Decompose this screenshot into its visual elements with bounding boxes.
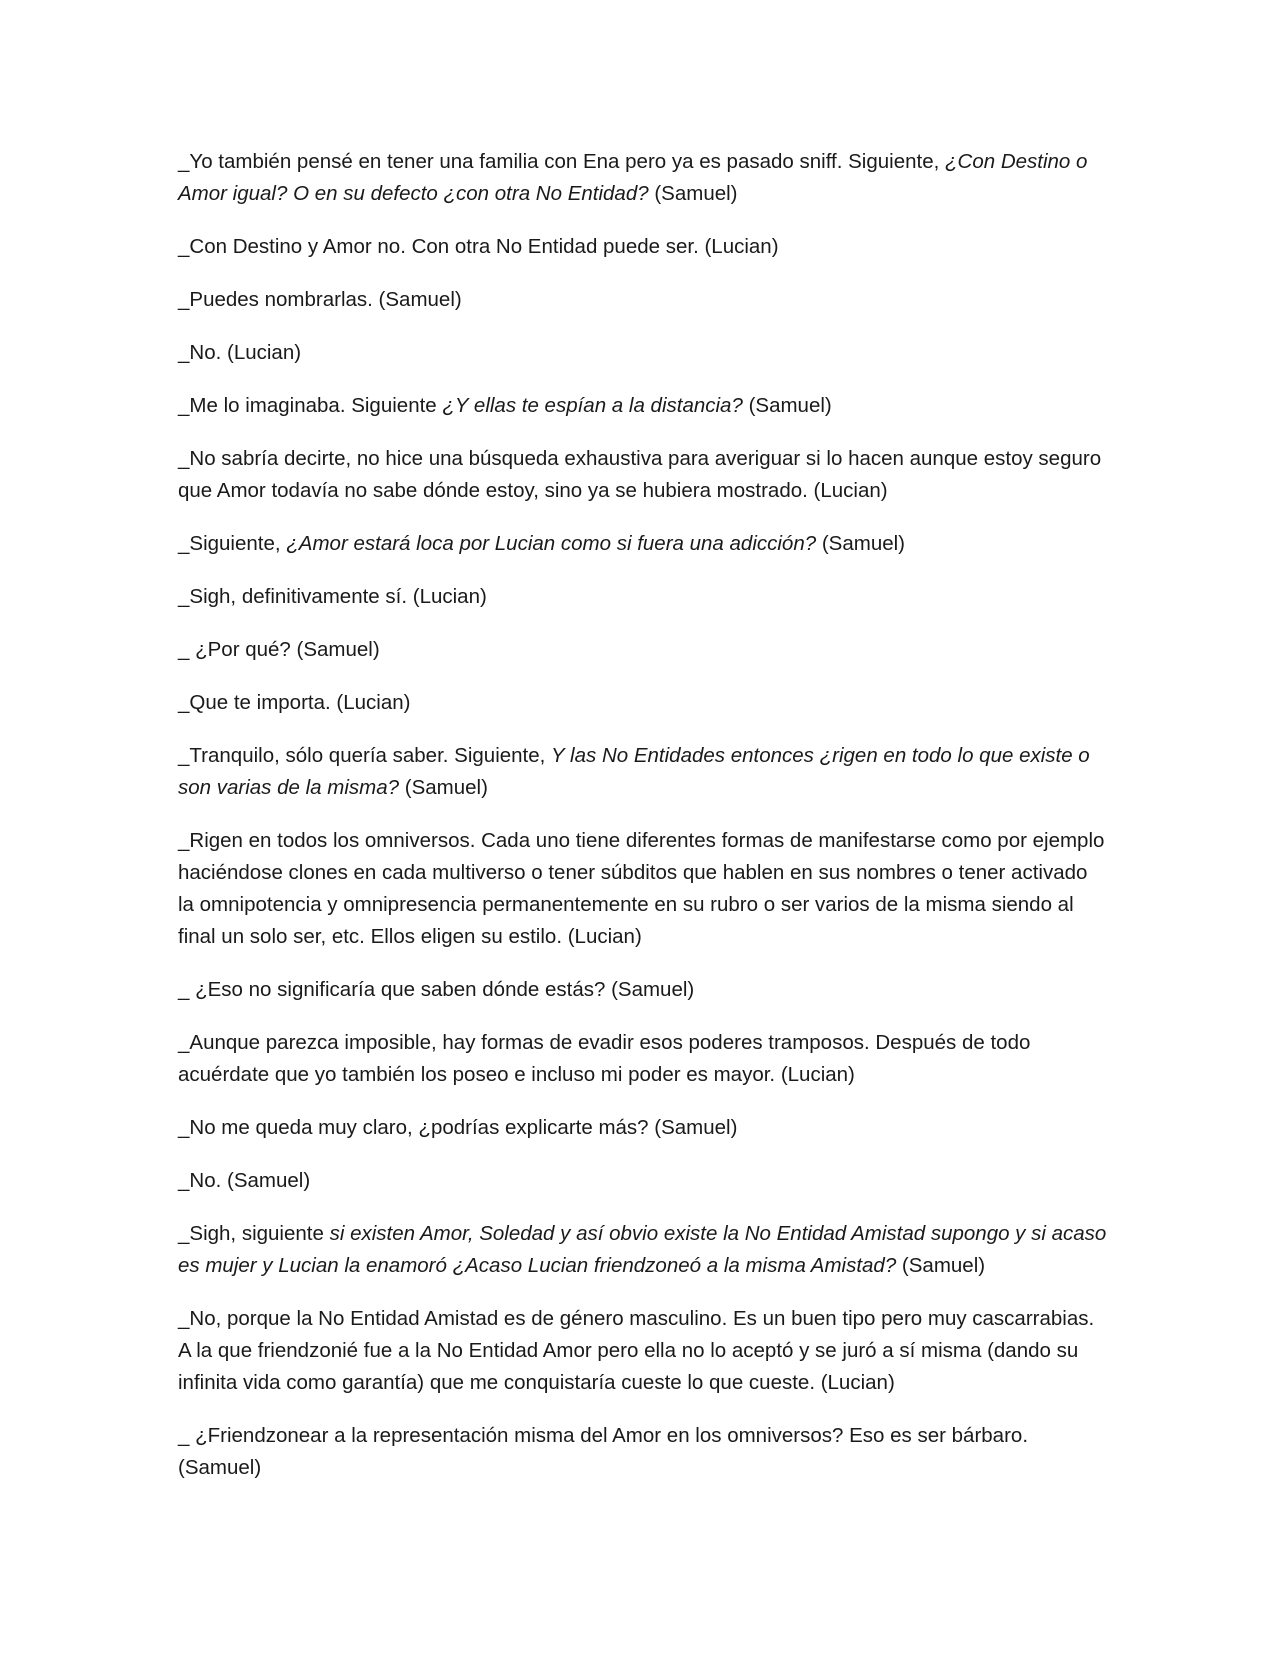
dialogue-paragraph [178, 231, 1108, 263]
paragraph-text: _Yo también pensé en tener una familia con Ena pero ya es pasado sniff. Siguiente, [178, 150, 945, 173]
paragraph-text: (Samuel) [816, 532, 905, 555]
paragraph-text: _ ¿Por qué? (Samuel) [178, 638, 380, 661]
paragraph-text: _No me queda muy claro, ¿podrías explicarte más? (Samuel) [178, 1116, 738, 1139]
paragraph-text: (Samuel) [648, 182, 738, 205]
dialogue-paragraph [178, 1218, 1108, 1282]
dialogue-paragraph [178, 974, 1108, 1006]
dialogue-paragraph [178, 146, 1108, 210]
paragraph-text: _Que te importa. (Lucian) [178, 691, 411, 714]
paragraph-text: _No sabría decirte, no hice una búsqueda exhaustiva para averiguar si lo hacen aunque estoy seguro que Amor todavía no sabe dónde estoy, sino ya se hubiera mostrado. (Lucian) [178, 447, 1102, 502]
dialogue-paragraph [178, 1027, 1108, 1091]
paragraph-text: _No. (Samuel) [178, 1169, 311, 1192]
dialogue-paragraph [178, 1420, 1108, 1484]
italic-question-text: Y las No Entidades entonces ¿rigen en todo lo que existe o son varias de la misma? [178, 744, 1090, 799]
paragraph-text: _ ¿Friendzonear a la representación misma del Amor en los omniversos? Eso es ser bárbaro. (Samuel) [178, 1424, 1029, 1479]
dialogue-paragraph [178, 687, 1108, 719]
paragraph-text: (Samuel) [742, 394, 832, 417]
dialogue-paragraph [178, 581, 1108, 613]
dialogue-paragraph [178, 634, 1108, 666]
paragraph-text: _Con Destino y Amor no. Con otra No Entidad puede ser. (Lucian) [178, 235, 779, 258]
paragraph-text: _No, porque la No Entidad Amistad es de género masculino. Es un buen tipo pero muy cascarrabias. A la que friendzonié fue a la No Entidad Amor pero ella no lo aceptó y se juró a sí misma (dando su infinita vida como garantía) que me conquistaría cueste lo que cueste. (Lucian) [178, 1307, 1095, 1394]
paragraph-text: (Samuel) [896, 1254, 986, 1277]
paragraph-text: _No. (Lucian) [178, 341, 302, 364]
paragraph-text: _Siguiente, [178, 532, 287, 555]
dialogue-paragraph [178, 337, 1108, 369]
paragraph-text: _Sigh, definitivamente sí. (Lucian) [178, 585, 487, 608]
paragraph-text: _Rigen en todos los omniversos. Cada uno tiene diferentes formas de manifestarse como por ejemplo haciéndose clones en cada multiverso o tener súbditos que hablen en sus nombres o tener activado la omnipotencia y omnipresencia permanentemente en su rubro o ser varios de la misma siendo al final un solo ser, etc. Ellos eligen su estilo. (Lucian) [178, 829, 1105, 948]
italic-question-text: si existen Amor, Soledad y así obvio existe la No Entidad Amistad supongo y si acaso es mujer y Lucian la enamoró ¿Acaso Lucian friendzoneó a la misma Amistad? [178, 1222, 1107, 1277]
dialogue-paragraph [178, 1165, 1108, 1197]
paragraph-text: _Puedes nombrarlas. (Samuel) [178, 288, 462, 311]
italic-question-text: ¿Con Destino o Amor igual? O en su defecto ¿con otra No Entidad? [178, 150, 1088, 205]
dialogue-paragraph [178, 443, 1108, 507]
dialogue-paragraph [178, 284, 1108, 316]
document-body [178, 146, 1108, 1505]
paragraph-text: (Samuel) [399, 776, 488, 799]
paragraph-text: _Me lo imaginaba. Siguiente [178, 394, 443, 417]
dialogue-paragraph [178, 825, 1108, 953]
dialogue-paragraph [178, 740, 1108, 804]
paragraph-text: _Tranquilo, sólo quería saber. Siguiente, [178, 744, 552, 767]
dialogue-paragraph [178, 528, 1108, 560]
paragraph-text: _Aunque parezca imposible, hay formas de evadir esos poderes tramposos. Después de todo acuérdate que yo también los poseo e incluso mi poder es mayor. (Lucian) [178, 1031, 1031, 1086]
paragraph-text: _ ¿Eso no significaría que saben dónde estás? (Samuel) [178, 978, 695, 1001]
dialogue-paragraph [178, 1112, 1108, 1144]
dialogue-paragraph [178, 1303, 1108, 1399]
italic-question-text: ¿Amor estará loca por Lucian como si fuera una adicción? [286, 532, 817, 555]
dialogue-paragraph [178, 390, 1108, 422]
italic-question-text: ¿Y ellas te espían a la distancia? [442, 394, 743, 417]
paragraph-text: _Sigh, siguiente [178, 1222, 330, 1245]
